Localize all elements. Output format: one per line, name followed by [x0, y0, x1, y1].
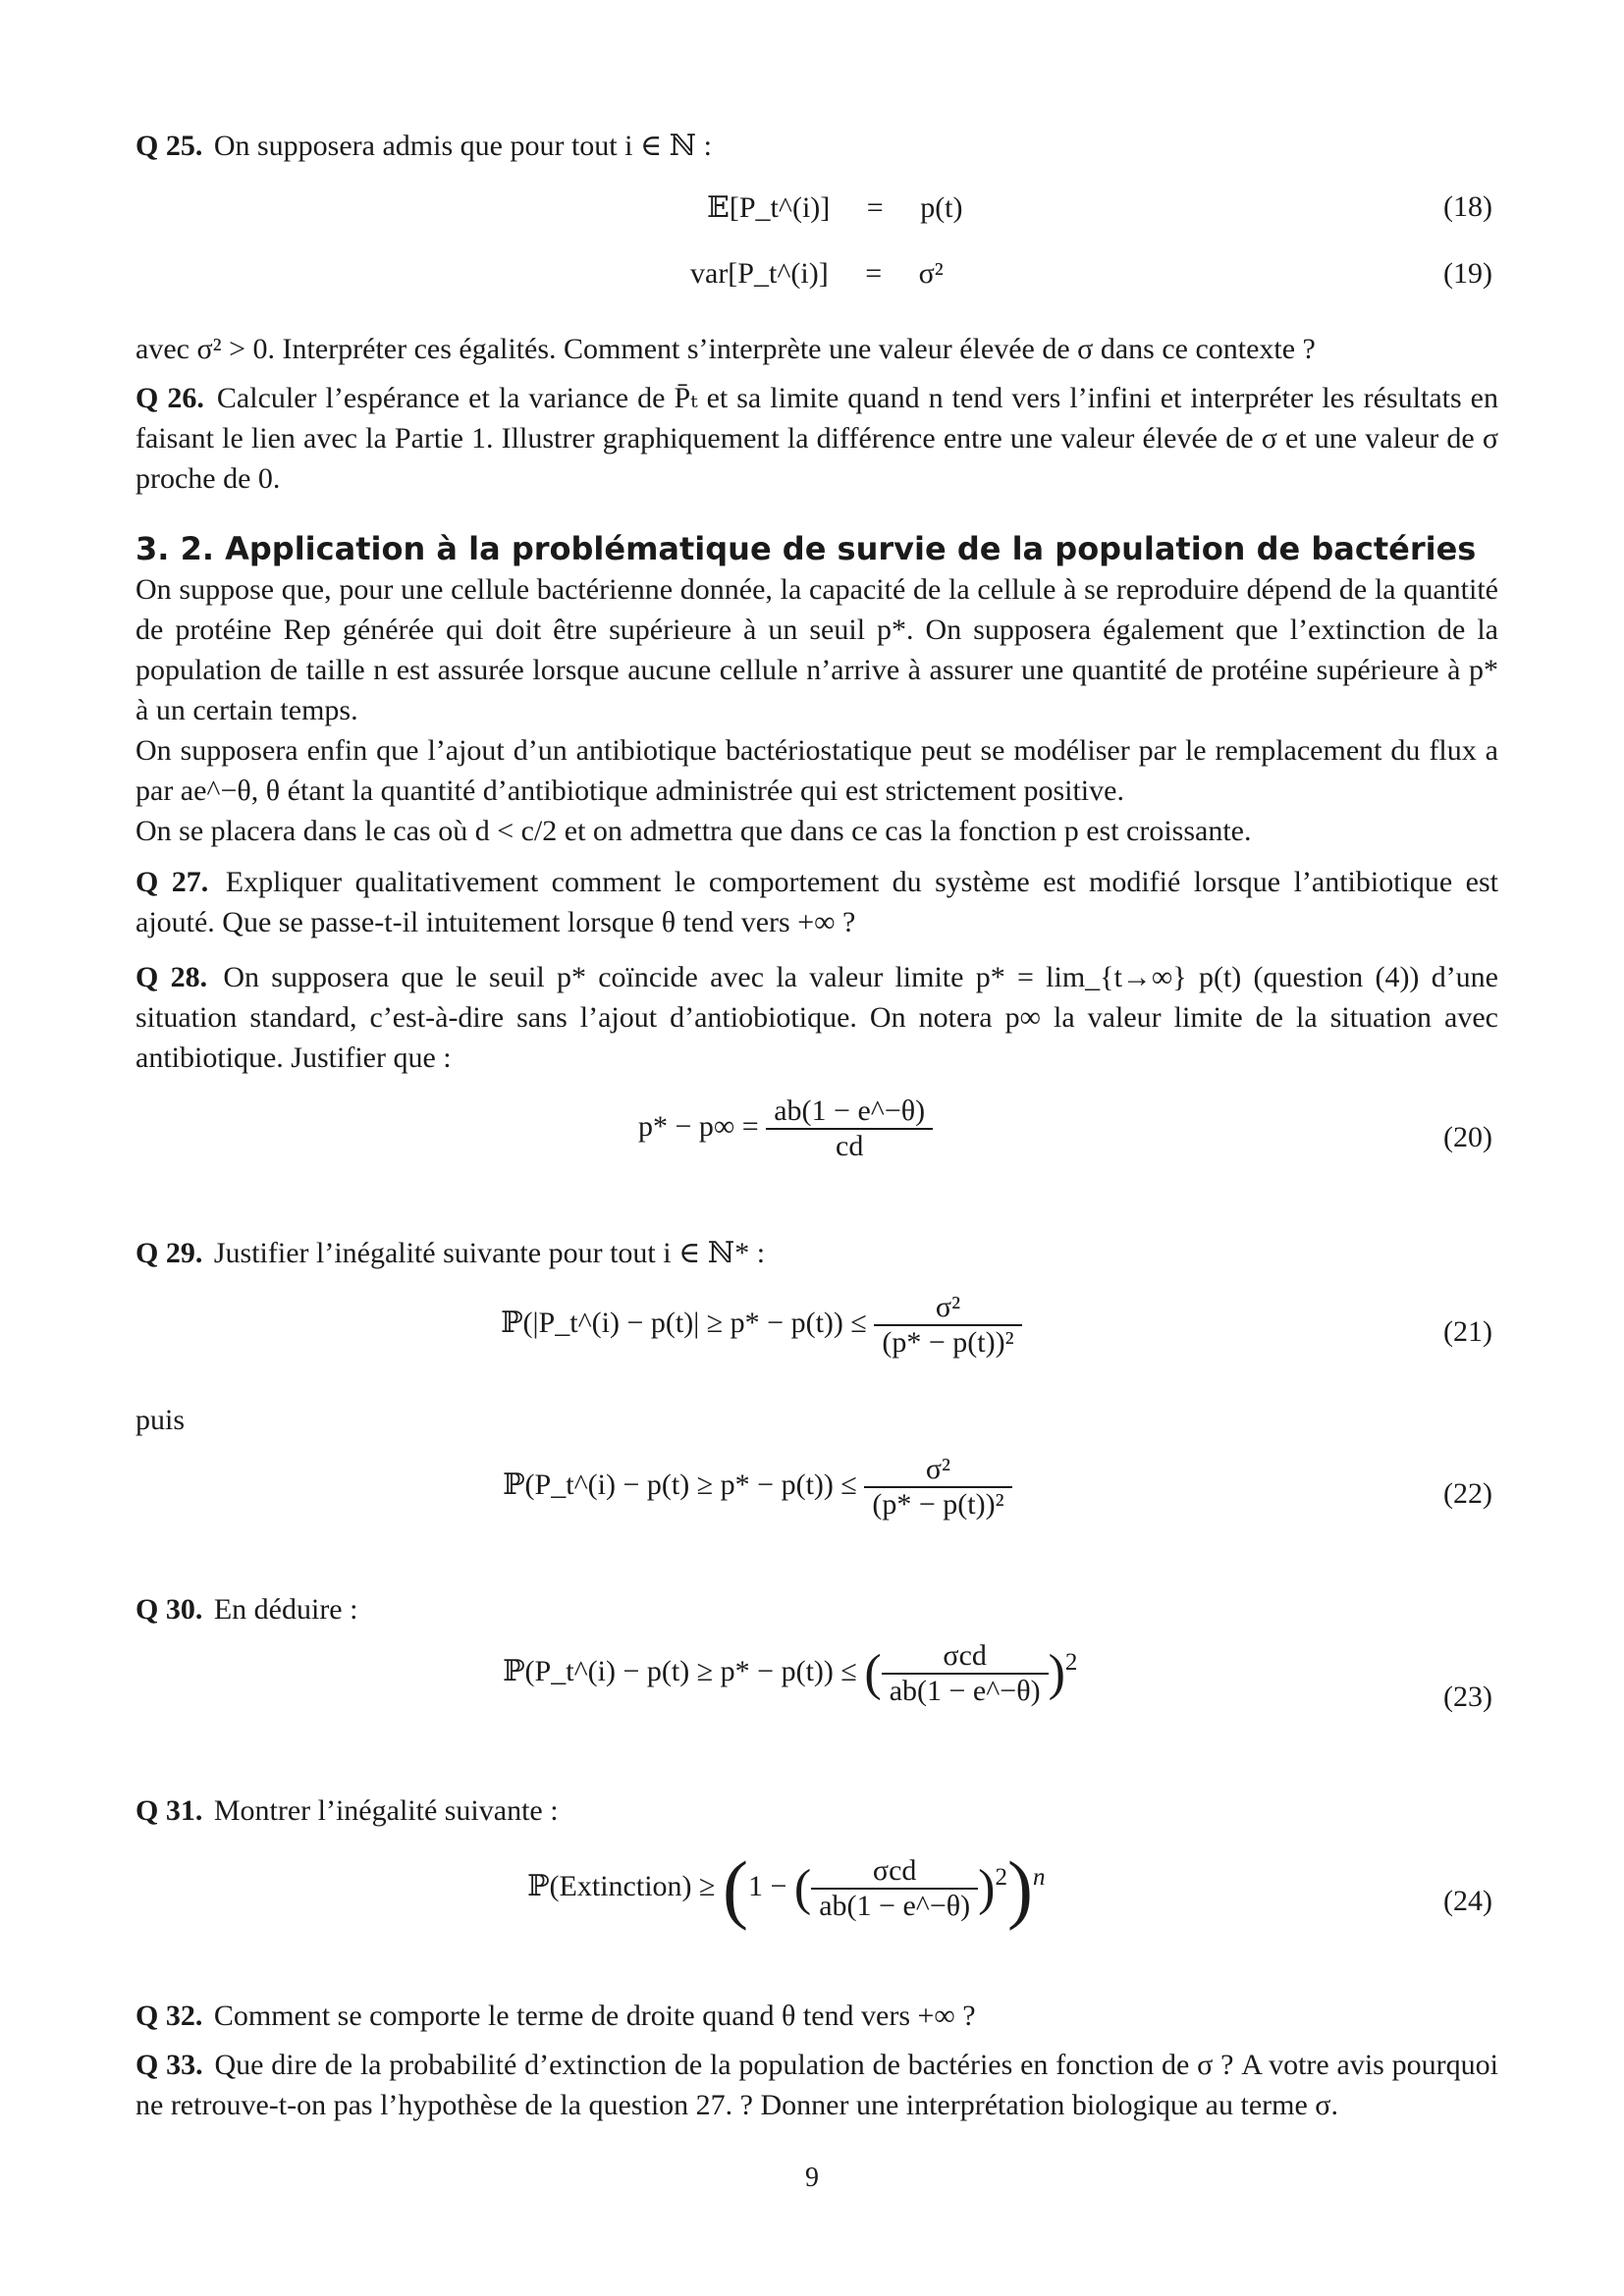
fraction-denominator: (p* − p(t))² — [882, 1326, 1014, 1359]
question-label: Q 33. — [135, 2049, 203, 2081]
fraction — [882, 1639, 1049, 1708]
equation-lhs: ℙ(|P_t^(i) − p(t)| ≥ p* − p(t)) ≤ — [501, 1306, 867, 1339]
fraction — [864, 1453, 1011, 1522]
question-32 — [135, 1996, 1498, 2036]
equation-23: ℙ(P_t^(i) − p(t) ≥ p* − p(t)) ≤ ( $\frac{\text{σcd}}{ab(1 - e\^{}-\theta)}$ )$^2$ — [503, 1639, 1078, 1707]
equation-number: (21) — [1443, 1315, 1492, 1348]
question-label: Q 25. — [135, 130, 203, 162]
equation-lhs: ℙ(Extinction) ≥ — [527, 1869, 716, 1902]
fraction — [874, 1291, 1021, 1360]
fraction-denominator: ab(1 − e^−θ) — [819, 1890, 971, 1922]
question-28 — [135, 957, 1498, 1078]
question-27 — [135, 862, 1498, 942]
question-text: Comment se comporte le terme de droite quand θ tend vers +∞ ? — [213, 2000, 976, 2032]
paragraph: avec σ² > 0. Interpréter ces égalités. Comment s’interprète une valeur élevée de σ dans ce contexte ? — [135, 333, 1316, 365]
equation-21 — [501, 1291, 1022, 1360]
question-30 — [135, 1589, 1498, 1629]
question-label: Q 29. — [135, 1237, 203, 1269]
equation-lhs: var[P_t^(i)] — [690, 257, 829, 290]
equation-number: (20) — [1443, 1121, 1492, 1153]
paragraph: On suppose que, pour une cellule bactérienne donnée, la capacité de la cellule à se reproduire dépend de la quantité de protéine Rep générée qui doit être supérieure à un seuil p*. On supposera également que l’extinction de la population de taille n est assurée lorsque aucune cellule n’arrive à assurer une quantité de protéine supérieure à p* à un certain temps. — [135, 573, 1498, 726]
equation-lhs: 𝔼[P_t^(i)] — [707, 191, 831, 224]
fraction-numerator: ab(1 − e^−θ) — [766, 1095, 933, 1130]
question-29 — [135, 1233, 1498, 1273]
question-text: Calculer l’espérance et la variance de P̄ₜ et sa limite quand n tend vers l’infini et interpréter les résultats en faisant le lien avec la Partie 1. Illustrer graphiquement la différence entre une valeur élevée de σ et une valeur de σ proche de 0. — [135, 382, 1498, 495]
fraction-denominator: ab(1 − e^−θ) — [889, 1675, 1041, 1707]
question-label: Q 30. — [135, 1593, 203, 1626]
fraction-numerator: σcd — [811, 1854, 978, 1890]
paragraph: On supposera enfin que l’ajout d’un antibiotique bactériostatique peut se modéliser par le remplacement du flux a par ae^−θ, θ étant la quantité d’antibiotique administrée qui est strictement positive. — [135, 734, 1498, 807]
equation-rhs: σ² — [918, 257, 944, 290]
equation-number: (22) — [1443, 1477, 1492, 1510]
paragraph: puis — [135, 1404, 186, 1436]
equation-24: ℙ(Extinction) ≥ (1 − ( $\frac{\text{σcd}}{ab(1 - e\^{}-\theta)}$ )$^2$)$^n$ — [527, 1845, 1046, 1931]
question-text: On supposera que le seuil p* coïncide avec la valeur limite p* = lim_{t→∞} p(t) (question (4)) d’une situation standard, c’est-à-dire sans l’ajout d’antiobiotique. On notera p∞ la valeur limite de la situation avec antibiotique. Justifier que : — [135, 961, 1498, 1074]
equation-number: (24) — [1443, 1885, 1492, 1917]
question-label: Q 32. — [135, 2000, 203, 2032]
equation-18: 𝔼[P_t^(i)] = p(t) — [707, 191, 963, 224]
equation-lhs: p* − p∞ = — [638, 1109, 759, 1143]
equation-number: (23) — [1443, 1681, 1492, 1713]
question-label: Q 26. — [135, 382, 204, 414]
equation-20 — [638, 1095, 933, 1163]
question-33 — [135, 2045, 1498, 2125]
question-text: Montrer l’inégalité suivante : — [213, 1794, 559, 1827]
page-number: 9 — [805, 2163, 819, 2193]
question-text: Que dire de la probabilité d’extinction de la population de bactéries en fonction de σ ? A votre avis pourquoi ne retrouve-t-on pas l’hypothèse de la question 27. ? Donner une interprétation biologique au terme σ. — [135, 2049, 1498, 2121]
equation-lhs: ℙ(P_t^(i) − p(t) ≥ p* − p(t)) ≤ — [503, 1468, 857, 1501]
fraction — [766, 1095, 933, 1163]
fraction — [811, 1854, 978, 1923]
question-label: Q 27. — [135, 866, 209, 898]
question-label: Q 31. — [135, 1794, 203, 1827]
question-25 — [135, 126, 1498, 166]
fraction-denominator: (p* − p(t))² — [872, 1488, 1004, 1521]
equation-lhs: ℙ(P_t^(i) − p(t) ≥ p* − p(t)) ≤ — [503, 1654, 857, 1687]
question-text: En déduire : — [213, 1593, 358, 1626]
equation-22 — [503, 1453, 1012, 1522]
question-text: Expliquer qualitativement comment le comportement du système est modifié lorsque l’antibiotique est ajouté. Que se passe-t-il intuitement lorsque θ tend vers +∞ ? — [135, 866, 1499, 938]
question-text: On supposera admis que pour tout i ∈ ℕ : — [213, 130, 712, 162]
equation-19: var[P_t^(i)] = σ² — [690, 257, 944, 290]
equation-rhs: p(t) — [920, 191, 963, 224]
fraction-numerator: σcd — [882, 1639, 1049, 1675]
question-label: Q 28. — [135, 961, 208, 993]
question-31 — [135, 1790, 1498, 1831]
fraction-numerator: σ² — [864, 1453, 1011, 1488]
question-26 — [135, 378, 1498, 499]
fraction-denominator: cd — [836, 1130, 864, 1162]
equation-number: (19) — [1443, 257, 1492, 290]
fraction-numerator: σ² — [874, 1291, 1021, 1326]
paragraph: On se placera dans le cas où d < c/2 et on admettra que dans ce cas la fonction p est croissante. — [135, 815, 1252, 847]
question-text: Justifier l’inégalité suivante pour tout i ∈ ℕ* : — [213, 1237, 766, 1269]
equation-number: (18) — [1443, 190, 1492, 223]
section-heading: 3. 2. Application à la problématique de survie de la population de bactéries — [135, 530, 1477, 567]
